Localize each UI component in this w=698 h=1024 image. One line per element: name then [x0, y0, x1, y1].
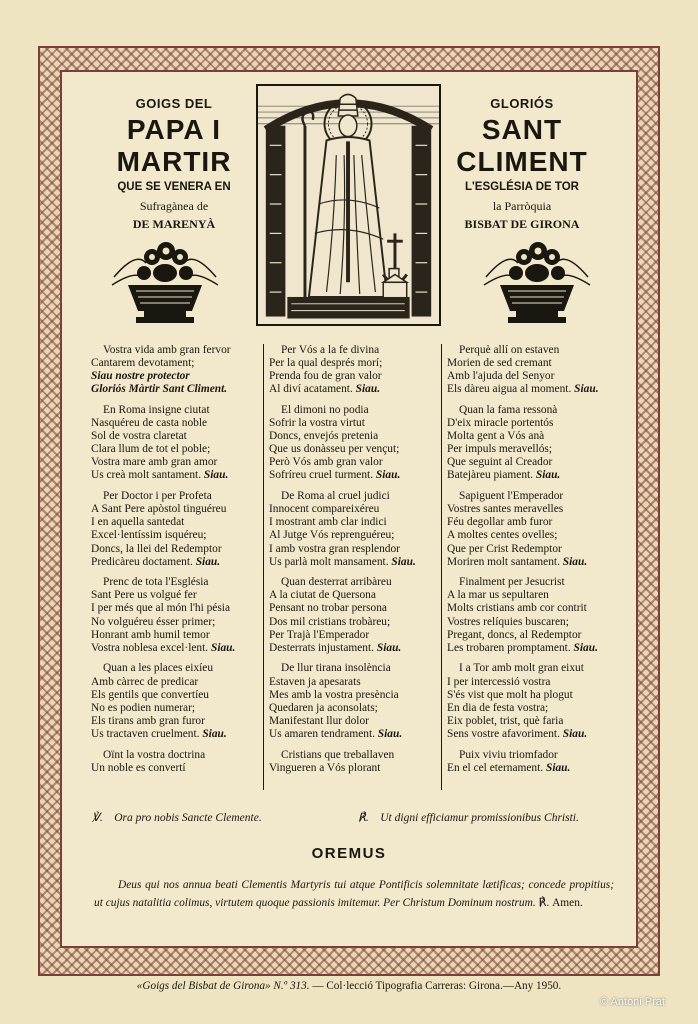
verse-line-text: Per Vós a la fe divina — [281, 344, 380, 356]
verse-line-text: I per més que al món l'hi pésia — [91, 602, 231, 615]
stanza — [447, 749, 612, 775]
verse-line — [269, 715, 439, 728]
verse-line-text: Honrant amb humil temor — [91, 628, 210, 641]
verse-line-text: Moriren molt santament. — [447, 555, 560, 568]
refrain-siau: Siau. — [571, 383, 599, 396]
verse-line — [269, 370, 439, 383]
verse-line — [91, 702, 261, 715]
verse-line-text: Que seguint al Creador — [447, 456, 553, 469]
verse-line-text: Predicàreu doctament. — [91, 555, 193, 568]
versicle — [92, 810, 262, 824]
refrain-siau: Siau. — [208, 641, 236, 654]
verse-line — [91, 404, 261, 417]
verse-line-text: Cantarem devotament; — [91, 357, 195, 370]
verse-line-text: En el cel eternament. — [447, 761, 544, 774]
verse-line — [269, 383, 439, 396]
refrain-siau: Siau. — [570, 641, 598, 654]
header-right-line1: GLORIÓS — [490, 96, 554, 111]
header-right-title: SANT CLIMENT — [456, 114, 588, 177]
verse-line — [91, 443, 261, 456]
verse-line — [269, 602, 439, 615]
verse-line — [447, 417, 612, 430]
verse-line-text: Eix poblet, trist, què faria — [447, 714, 564, 727]
verse-line — [91, 662, 261, 675]
verse-line-text: Pensant no trobar persona — [269, 602, 387, 615]
verse-line — [269, 357, 439, 370]
verse-line-text: Quan a les places eixíeu — [103, 662, 214, 675]
verse-line — [447, 404, 612, 417]
verse-line-text: D'eix miracle portentós — [447, 417, 554, 430]
verse-line-text: Us parlà molt mansament. — [269, 555, 389, 568]
verse-line-text: Però Vós amb gran valor — [269, 456, 383, 469]
verse-line — [447, 456, 612, 469]
stanza — [269, 490, 439, 569]
verse-line-text: Vostra vida amb gran fervor — [103, 344, 231, 356]
verse-line-text: Us tractaven cruelment. — [91, 727, 200, 740]
verse-line-text: S'és vist que molt ha plogut — [447, 688, 573, 701]
header-left-line1: GOIGS DEL — [135, 96, 213, 111]
verse-line — [269, 543, 439, 556]
verse-line-text: Amb l'ajuda del Senyor — [447, 370, 555, 383]
verse-line — [91, 357, 261, 370]
verse-line — [447, 602, 612, 615]
verse-line — [91, 417, 261, 430]
verse-line — [91, 762, 261, 775]
verse-line-text: Vostra mare amb gran amor — [91, 456, 218, 469]
verse-line — [447, 469, 612, 482]
stanza — [447, 344, 612, 396]
verse-line — [269, 662, 439, 675]
verse-line — [269, 689, 439, 702]
verse-line — [447, 689, 612, 702]
verse-line — [269, 503, 439, 516]
verse-line-text: Sapiguent l'Emperador — [459, 490, 564, 503]
verse-line — [91, 749, 261, 762]
verse-line — [91, 456, 261, 469]
refrain-siau: Siau. — [559, 555, 588, 568]
verse-line-text: Al diví acatament. — [269, 383, 353, 396]
verse-line — [91, 616, 261, 629]
refrain-siau: Siau. — [199, 727, 227, 740]
verse-line-text: Nasquéreu de casta noble — [91, 417, 208, 430]
verse-line — [269, 616, 439, 629]
refrain-siau: Siau. — [192, 555, 221, 568]
verse-line — [269, 430, 439, 443]
verse-line-text: Els tirans amb gran furor — [91, 714, 205, 727]
verse-line-text: Manifestant llur dolor — [269, 714, 369, 727]
verse-line-text: Vostres relíquies buscaren; — [447, 615, 569, 628]
verse-line — [91, 676, 261, 689]
verse-line-text: Doncs, la llei del Redemptor — [91, 542, 222, 555]
verse-line-text: Innocent compareixéreu — [269, 503, 380, 516]
verse-line — [269, 490, 439, 503]
verse-line-text: Quan desterrat arribàreu — [281, 576, 392, 589]
verse-line — [91, 642, 261, 655]
verse-line — [91, 490, 261, 503]
response-symbol: ℟. — [358, 812, 369, 824]
verse-line-text: Clara llum de tot el poble; — [91, 443, 211, 456]
versicle-symbol: ℣. — [92, 812, 103, 824]
verse-line-text: Que per Crist Redemptor — [447, 542, 562, 555]
verse-line — [269, 629, 439, 642]
verse-line-text: Molts cristians amb cor contrit — [447, 602, 587, 615]
verse-line-text: El dimoni no podia — [281, 403, 369, 416]
verse-line — [91, 383, 261, 396]
refrain-siau: Siau. — [533, 469, 561, 482]
oremus-response-symbol: ℟. — [538, 897, 550, 909]
stanza — [269, 749, 439, 775]
flower-basket-right-ornament — [478, 233, 596, 333]
verse-line — [269, 417, 439, 430]
verse-line — [447, 702, 612, 715]
verse-line — [447, 715, 612, 728]
verse-line — [269, 702, 439, 715]
oremus-prayer — [94, 876, 614, 912]
refrain-siau: Siau. — [559, 727, 588, 740]
verse-line-text: Dos mil cristians trobàreu; — [269, 615, 391, 628]
verse-line-text: Vostra noblesa excel·lent. — [91, 641, 209, 654]
verse-line-text: Per impuls meravellós; — [447, 443, 553, 456]
verse-line-text: Perquè allí on estaven — [459, 344, 560, 356]
verse-column-3 — [447, 344, 612, 782]
verse-line-text: Els gentils que convertíeu — [91, 688, 209, 701]
stanza — [447, 490, 612, 569]
verse-line — [269, 576, 439, 589]
verse-line — [269, 676, 439, 689]
oremus-heading: OREMUS — [311, 845, 387, 862]
verse-line — [447, 762, 612, 775]
verse-line-text: Féu degollar amb furor — [447, 516, 553, 529]
verse-line — [269, 529, 439, 542]
verse-line-text: En dia de festa vostra; — [447, 701, 549, 714]
verse-line — [447, 370, 612, 383]
verse-line — [91, 589, 261, 602]
column-divider-2 — [441, 344, 442, 790]
verse-line — [91, 469, 261, 482]
footer-rest: — Col·lecció Tipografia Carreras: Girona.—Any 1950. — [312, 980, 562, 992]
verse-line-text: Per Trajà l'Emperador — [269, 628, 370, 641]
saint-clement-woodcut-image — [256, 84, 441, 326]
verse-line — [269, 642, 439, 655]
versicle-text: Ora pro nobis Sancte Clemente. — [114, 812, 262, 824]
verse-column-2 — [269, 344, 439, 782]
refrain-siau: Siau. — [374, 641, 402, 654]
verse-line-text: I per intercessió vostra — [447, 675, 551, 688]
verse-line-text: Amb càrrec de predicar — [91, 675, 199, 688]
refrain-siau: Siau. — [388, 555, 416, 568]
response-text: Ut digni efficiamur promissionibus Christi. — [380, 812, 579, 824]
verse-line-text: Sant Pere us volgué fer — [91, 589, 197, 602]
header-right — [432, 96, 612, 233]
verse-line — [91, 715, 261, 728]
verse-line-text: No es podien numerar; — [91, 701, 196, 714]
verse-line-text: Pregant, doncs, al Redemptor — [447, 628, 582, 641]
verse-line — [447, 516, 612, 529]
verse-line-text: Sol de vostra claretat — [91, 430, 187, 443]
verse-line-text: I amb vostra gran resplendor — [269, 542, 400, 555]
verse-line-text: Prenda fou de gran valor — [269, 370, 382, 383]
verse-line — [269, 456, 439, 469]
verse-line-text: I mostrant amb clar indici — [269, 516, 387, 529]
verse-line-text: Sofríreu cruel turment. — [269, 469, 374, 482]
verse-line — [447, 728, 612, 741]
stanza — [91, 344, 261, 396]
verse-line — [447, 576, 612, 589]
stanza — [447, 404, 612, 483]
verse-line-text: Quan la fama ressonà — [459, 403, 558, 416]
verse-line — [447, 543, 612, 556]
header-right-line4: la Parròquia — [492, 199, 552, 213]
verse-line-text: Per Doctor i per Profeta — [103, 490, 212, 503]
stanza — [269, 576, 439, 655]
stanza — [91, 576, 261, 655]
verse-line-text: Desterrats injustament. — [269, 641, 375, 654]
verse-line — [91, 430, 261, 443]
verse-line-text: Finalment per Jesucrist — [459, 576, 565, 589]
verse-line-text: Doncs, envejós pretenia — [269, 430, 379, 443]
stanza — [91, 404, 261, 483]
footer-series: «Goigs del Bisbat de Girona» N.º 313. — [136, 980, 310, 992]
verse-line-text: I en aquella santedat — [91, 516, 185, 529]
copyright-watermark: © Antoni Prat — [600, 996, 665, 1008]
verse-line-text: Els dàreu aigua al moment. — [447, 383, 572, 396]
verse-line — [91, 556, 261, 569]
stanza — [91, 662, 261, 741]
verse-line — [91, 689, 261, 702]
header-left-line3: QUE SE VENERA EN — [117, 181, 231, 193]
verse-line — [269, 749, 439, 762]
verse-line-text: Excel·lentíssim isquéreu; — [91, 529, 207, 542]
verse-line — [269, 556, 439, 569]
header-right-line3: L'ESGLÉSIA DE TOR — [465, 181, 579, 193]
verse-line-text: I a Tor amb molt gran eixut — [459, 662, 584, 675]
verse-line — [91, 728, 261, 741]
verse-line-text: Prenc de tota l'Església — [103, 576, 209, 589]
verse-line-text: Molta gent a Vós anà — [447, 430, 545, 443]
verse-line-text: A la ciutat de Quersona — [269, 589, 376, 602]
header-left-line5: DE MARENYÀ — [132, 217, 216, 231]
verse-line-text: Estaven ja apesarats — [269, 675, 361, 688]
verse-line-text: Us amaren tendrament. — [269, 727, 375, 740]
verse-line-text: Mes amb la vostra presència — [269, 688, 399, 701]
verse-line — [91, 516, 261, 529]
verse-line — [269, 589, 439, 602]
header-right-line5: BISBAT DE GIRONA — [464, 217, 580, 231]
header-left-line4: Sufragànea de — [139, 199, 209, 213]
verse-line-text: No volguéreu ésser primer; — [91, 615, 216, 628]
verse-line-text: Que us donàsseu per vençut; — [269, 443, 400, 456]
stanza — [269, 344, 439, 396]
verse-line — [91, 602, 261, 615]
verse-line — [447, 503, 612, 516]
verse-line-text: Sens vostre afavoriment. — [447, 727, 560, 740]
verse-column-1 — [91, 344, 261, 782]
verse-line-text: Per la qual després morí; — [269, 357, 383, 370]
verse-line — [91, 629, 261, 642]
verse-line-text: Siau nostre protector — [91, 370, 190, 383]
verse-line — [447, 589, 612, 602]
verse-line — [91, 503, 261, 516]
header-left — [84, 96, 264, 233]
verse-line — [447, 616, 612, 629]
stanza — [269, 662, 439, 741]
stanza — [91, 749, 261, 775]
verse-line-text: Oïnt la vostra doctrina — [103, 748, 206, 761]
oremus-amen: Amen. — [552, 897, 583, 909]
verse-line — [447, 443, 612, 456]
verse-line — [91, 576, 261, 589]
verse-line-text: Sofrir la vostra virtut — [269, 417, 365, 430]
verse-line-text: A la mar us sepultaren — [447, 589, 549, 602]
flower-basket-left-ornament — [106, 233, 224, 333]
verse-line — [269, 404, 439, 417]
verse-line-text: Cristians que treballaven — [281, 748, 395, 761]
stanza — [91, 490, 261, 569]
refrain-siau: Siau. — [543, 761, 571, 774]
verse-line-text: En Roma insigne ciutat — [103, 403, 210, 416]
verse-line-text: Gloriós Màrtir Sant Climent. — [91, 383, 228, 396]
oremus-prayer-text: Deus qui nos annua beati Clementis Martyris tui atque Pontificis solemnitate lætificas; concede propitius; ut cujus natalitia colimus, virtutem quoque passionis imitemur. Per Christum Dominum nostrum. — [94, 879, 614, 909]
verse-line — [269, 762, 439, 775]
verse-line — [447, 529, 612, 542]
verse-line-text: Vingueren a Vós plorant — [269, 761, 381, 774]
verse-line — [447, 662, 612, 675]
verse-line — [447, 642, 612, 655]
verse-line — [447, 357, 612, 370]
verse-line-text: Vostres santes meravelles — [447, 503, 564, 516]
refrain-siau: Siau. — [374, 727, 403, 740]
verse-line — [447, 490, 612, 503]
verse-line-text: Un noble es convertí — [91, 761, 186, 774]
refrain-siau: Siau. — [352, 383, 381, 396]
stanza — [447, 576, 612, 655]
verse-line — [269, 728, 439, 741]
verse-line-text: A Sant Pere apòstol tinguéreu — [91, 503, 227, 516]
verse-line — [447, 676, 612, 689]
verse-line — [269, 344, 439, 357]
verse-line — [91, 370, 261, 383]
refrain-siau: Siau. — [373, 469, 401, 482]
verse-line — [447, 344, 612, 357]
header-left-title: PAPA I MARTIR — [116, 114, 232, 177]
verse-line — [269, 443, 439, 456]
verse-line — [269, 469, 439, 482]
stanza — [447, 662, 612, 741]
verse-line — [447, 430, 612, 443]
stanza — [269, 404, 439, 483]
footer-imprint — [0, 980, 698, 992]
verse-line-text: De Roma al cruel judici — [281, 490, 390, 503]
verse-line — [447, 629, 612, 642]
verse-line-text: Al Jutge Vós reprenguéreu; — [269, 529, 395, 542]
verse-line — [91, 543, 261, 556]
verse-line — [447, 556, 612, 569]
verse-line-text: A moltes centes ovelles; — [447, 529, 558, 542]
verse-line-text: Morien de sed cremant — [447, 357, 552, 370]
verse-line-text: De llur tirana insolència — [281, 662, 391, 675]
verse-line-text: Quedaren ja aconsolats; — [269, 701, 378, 714]
verse-line-text: Batejàreu piament. — [447, 469, 534, 482]
verse-line — [91, 529, 261, 542]
verse-line-text: Us creà molt santament. — [91, 469, 202, 482]
refrain-siau: Siau. — [201, 469, 229, 482]
column-divider-1 — [263, 344, 264, 790]
verse-line — [91, 344, 261, 357]
response — [358, 810, 579, 824]
verse-line — [269, 516, 439, 529]
verse-line-text: Puix viviu triomfador — [459, 748, 558, 761]
verse-line — [447, 383, 612, 396]
verse-line-text: Les trobaren promptament. — [447, 641, 571, 654]
verse-line — [447, 749, 612, 762]
